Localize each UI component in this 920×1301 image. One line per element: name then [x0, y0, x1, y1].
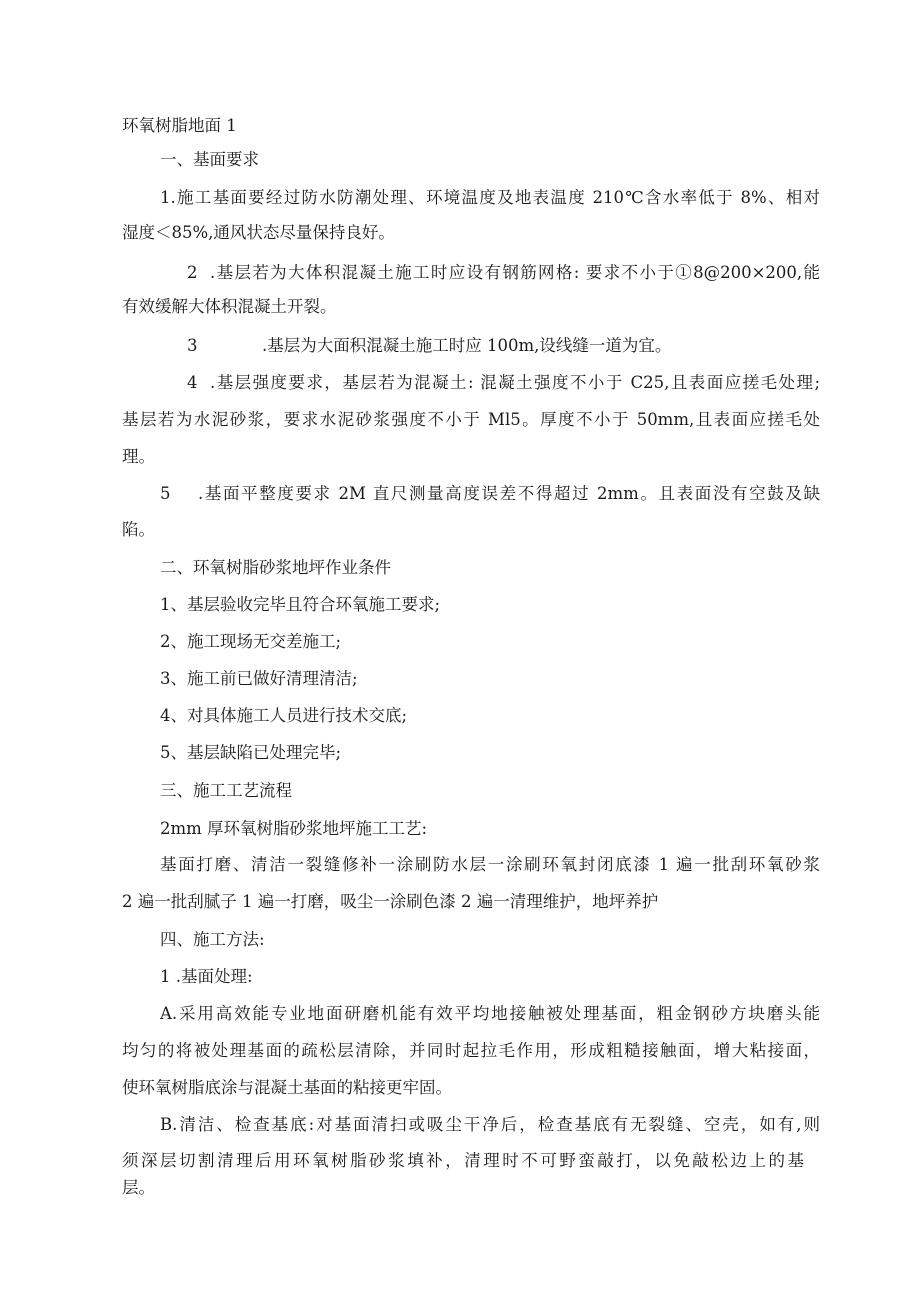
paragraph-2-line-1: .基层若为大体积混凝土施工时应设有钢筋网格: 要求不小于①8@200×200,能	[210, 263, 820, 282]
paragraph-5-number: 5	[160, 484, 171, 503]
section-3-subheading: 2mm 厚环氧树脂砂浆地坪施工工艺:	[160, 819, 428, 838]
section-2-item: 3、施工前已做好清理清洁;	[160, 669, 358, 688]
section-4-heading: 四、施工方法:	[160, 930, 265, 949]
section-1-heading: 一、基面要求	[160, 150, 259, 169]
process-flow-line-2: 2 遍一批刮腻子 1 遍一打磨，吸尘一涂刷色漆 2 遍一清理维护，地坪养护	[122, 892, 659, 911]
paragraph-b-line-2: 须深层切割清理后用环氧树脂砂浆填补，清理时不可野蛮敲打，以免敲松边上的基	[122, 1151, 804, 1170]
paragraph-a-line-1: A.采用高效能专业地面研磨机能有效平均地接触被处理基面，粗金钢砂方块磨头能	[160, 1004, 820, 1023]
paragraph-4-line-3: 理。	[122, 447, 155, 466]
paragraph-2-line-2: 有效缓解大体积混凝土开裂。	[122, 297, 337, 316]
paragraph-a-line-2: 均匀的将被处理基面的疏松层清除，并同时起拉毛作用，形成粗糙接触面，增大粘接面，	[122, 1041, 820, 1060]
paragraph-1-line-2: 湿度＜85%,通风状态尽量保持良好。	[122, 223, 395, 242]
section-2-item: 2、施工现场无交差施工;	[160, 632, 342, 651]
paragraph-5-line-2: 陷。	[122, 520, 155, 539]
paragraph-b-line-3: 层。	[122, 1178, 155, 1197]
paragraph-b-line-1: B.清洁、检查基底:对基面清扫或吸尘干净后，检查基底有无裂缝、空壳，如有,则	[160, 1115, 820, 1134]
paragraph-3-number: 3	[187, 336, 198, 355]
process-flow-line-1: 基面打磨、清洁一裂缝修补一涂刷防水层一涂刷环氧封闭底漆 1 遍一批刮环氧砂浆	[160, 855, 820, 874]
paragraph-1-line-1: 1.施工基面要经过防水防潮处理、环境温度及地表温度 210℃含水率低于 8%、相对	[160, 188, 820, 207]
section-2-item: 4、对具体施工人员进行技术交底;	[160, 706, 408, 725]
section-2-heading: 二、环氧树脂砂浆地坪作业条件	[160, 558, 391, 577]
section-2-item: 5、基层缺陷已处理完毕;	[160, 743, 342, 762]
paragraph-4-line-2: 基层若为水泥砂浆，要求水泥砂浆强度不小于 Ml5。厚度不小于 50mm,且表面应搓毛处	[122, 410, 820, 429]
section-4-subheading: 1 .基面处理:	[160, 967, 253, 986]
paragraph-a-line-3: 使环氧树脂底涂与混凝土基面的粘接更牢固。	[122, 1078, 452, 1097]
document-title: 环氧树脂地面 1	[122, 116, 237, 135]
paragraph-3-line-1: .基层为大面积混凝土施工时应 100m,设线缝一道为宜。	[262, 336, 672, 355]
paragraph-5-line-1: .基面平整度要求 2M 直尺测量高度误差不得超过 2mm。且表面没有空鼓及缺	[198, 484, 820, 503]
paragraph-4-number: 4	[187, 373, 198, 392]
section-2-item: 1、基层验收完毕且符合环氧施工要求;	[160, 595, 441, 614]
section-3-heading: 三、施工工艺流程	[160, 781, 292, 800]
paragraph-4-line-1: .基层强度要求，基层若为混凝土: 混凝土强度不小于 C25,且表面应搓毛处理;	[210, 373, 820, 392]
paragraph-2-number: 2	[187, 263, 198, 282]
